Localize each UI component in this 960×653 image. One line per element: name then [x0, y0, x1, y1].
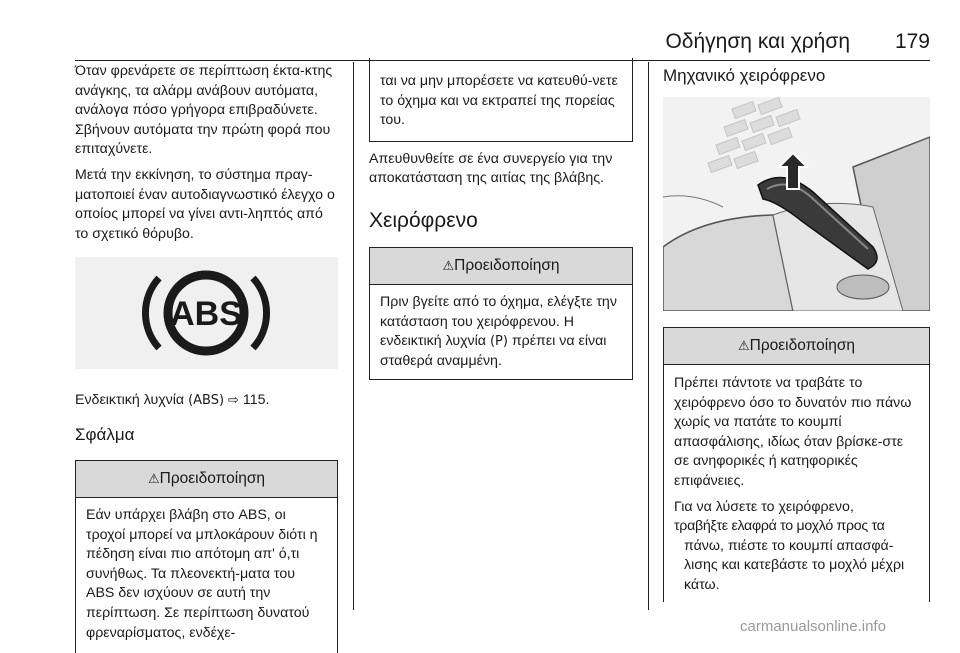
warning-continued-text: ται να μην μπορέσετε να κατευθύ-νετε το όχημα και να εκτραπεί της πορείας του.	[380, 73, 618, 129]
indicator-reference	[75, 391, 338, 411]
abs-warning-icon	[75, 257, 338, 369]
abs-icon-label: ABS	[170, 295, 242, 334]
warning-box-parking-brake	[369, 247, 633, 380]
warning-header	[370, 248, 632, 285]
parking-brake-indicator-icon: (P)	[489, 334, 508, 350]
section-heading-parking-brake: Χειρόφρενο	[369, 208, 478, 232]
paragraph-workshop: Απευθυνθείτε σε ένα συνεργείο για την αποκατάσταση της αιτίας της βλάβης.	[369, 150, 613, 187]
parking-brake-lever-illustration	[663, 97, 930, 311]
watermark: carmanualsonline.info	[740, 618, 886, 635]
parking-brake-lever-image	[663, 97, 930, 311]
page-reference-arrow-icon: ⇨	[228, 393, 239, 409]
warning-box-abs-fault	[75, 460, 338, 653]
page-number: 179	[894, 30, 930, 53]
warning-title: Προειδοποίηση	[749, 337, 855, 354]
warning-box-mechanical-brake	[663, 327, 930, 602]
warning-triangle-icon: ⚠	[147, 471, 160, 487]
running-header-title: Οδήγηση και χρήση	[665, 30, 850, 53]
column-1	[75, 62, 338, 653]
warning-triangle-icon: ⚠	[442, 258, 455, 274]
warning-title: Προειδοποίηση	[454, 256, 560, 274]
paragraph-emergency-braking: Όταν φρενάρετε σε περίπτωση έκτα-κτης ανάγκης, τα αλάρμ ανάβουν αυτόματα, ανάλογα πόσο γρήγορα επιβραδύνετε. Σβήνουν αυτόματα την πρώτη φορά που επιταχύνετε.	[75, 63, 333, 158]
warning-triangle-icon: ⚠	[737, 339, 750, 354]
indicator-reference-page[interactable]: 115.	[242, 392, 270, 409]
column-2	[369, 58, 633, 380]
warning-text: Εάν υπάρχει βλάβη στο ABS, οι τροχοί μπορεί να μπλοκάρουν διότι η πέδηση είναι πιο απότομη απ' ό,τι συνήθως. Τα πλεονεκτή-ματα του ABS δεν ισχύουν σε αυτή την περίπτωση. Σε περίπτωση δυνατού φρεναρίσματος, ενδέχε-	[86, 506, 318, 641]
column-divider-2	[648, 62, 649, 610]
section-heading-fault: Σφάλμα	[75, 424, 135, 444]
paragraph-self-test: Μετά την εκκίνηση, το σύστημα πραγ-ματοποιεί έναν αυτοδιαγνωστικό έλεγχο ο οποίος μπορεί να γίνει αντι-ληπτός από το σχετικό θόρυβο.	[75, 166, 335, 242]
section-heading-mechanical-brake: Μηχανικό χειρόφρενο	[663, 66, 826, 85]
warning-title: Προειδοποίηση	[159, 469, 265, 487]
warning-box-continued	[369, 58, 633, 142]
warning-text: Πρέπει πάντοτε να τραβάτε το χειρόφρενο όσο το δυνατόν πιο πάνω χωρίς να πατάτε το κουμπί απασφάλισης, ιδίως όταν βρίσκε-στε σε ανηφορικές ή κατηφορικές επιφάνειες.	[674, 375, 912, 489]
column-divider-1	[353, 62, 354, 610]
warning-header	[76, 461, 337, 498]
abs-small-icon: (ABS)	[188, 393, 225, 409]
warning-text-release: Για να λύσετε το χειρόφρενο, τραβήξτε ελαφρά το μοχλό προς τα πάνω, πιέστε το κουμπί απασφά-λισης και κατεβάστε το μοχλό μέχρι κάτω.	[674, 498, 905, 593]
column-3	[663, 62, 930, 602]
warning-text: Πριν βγείτε από το όχημα, ελέγξτε την κατάσταση του χειρόφρενου. Η ενδεικτική λυχνία (P) πρέπει να είναι σταθερά αναμμένη.	[380, 293, 617, 369]
abs-indicator-illustration	[75, 257, 338, 369]
warning-header	[664, 328, 929, 365]
indicator-reference-text: Ενδεικτική λυχνία	[75, 392, 185, 409]
